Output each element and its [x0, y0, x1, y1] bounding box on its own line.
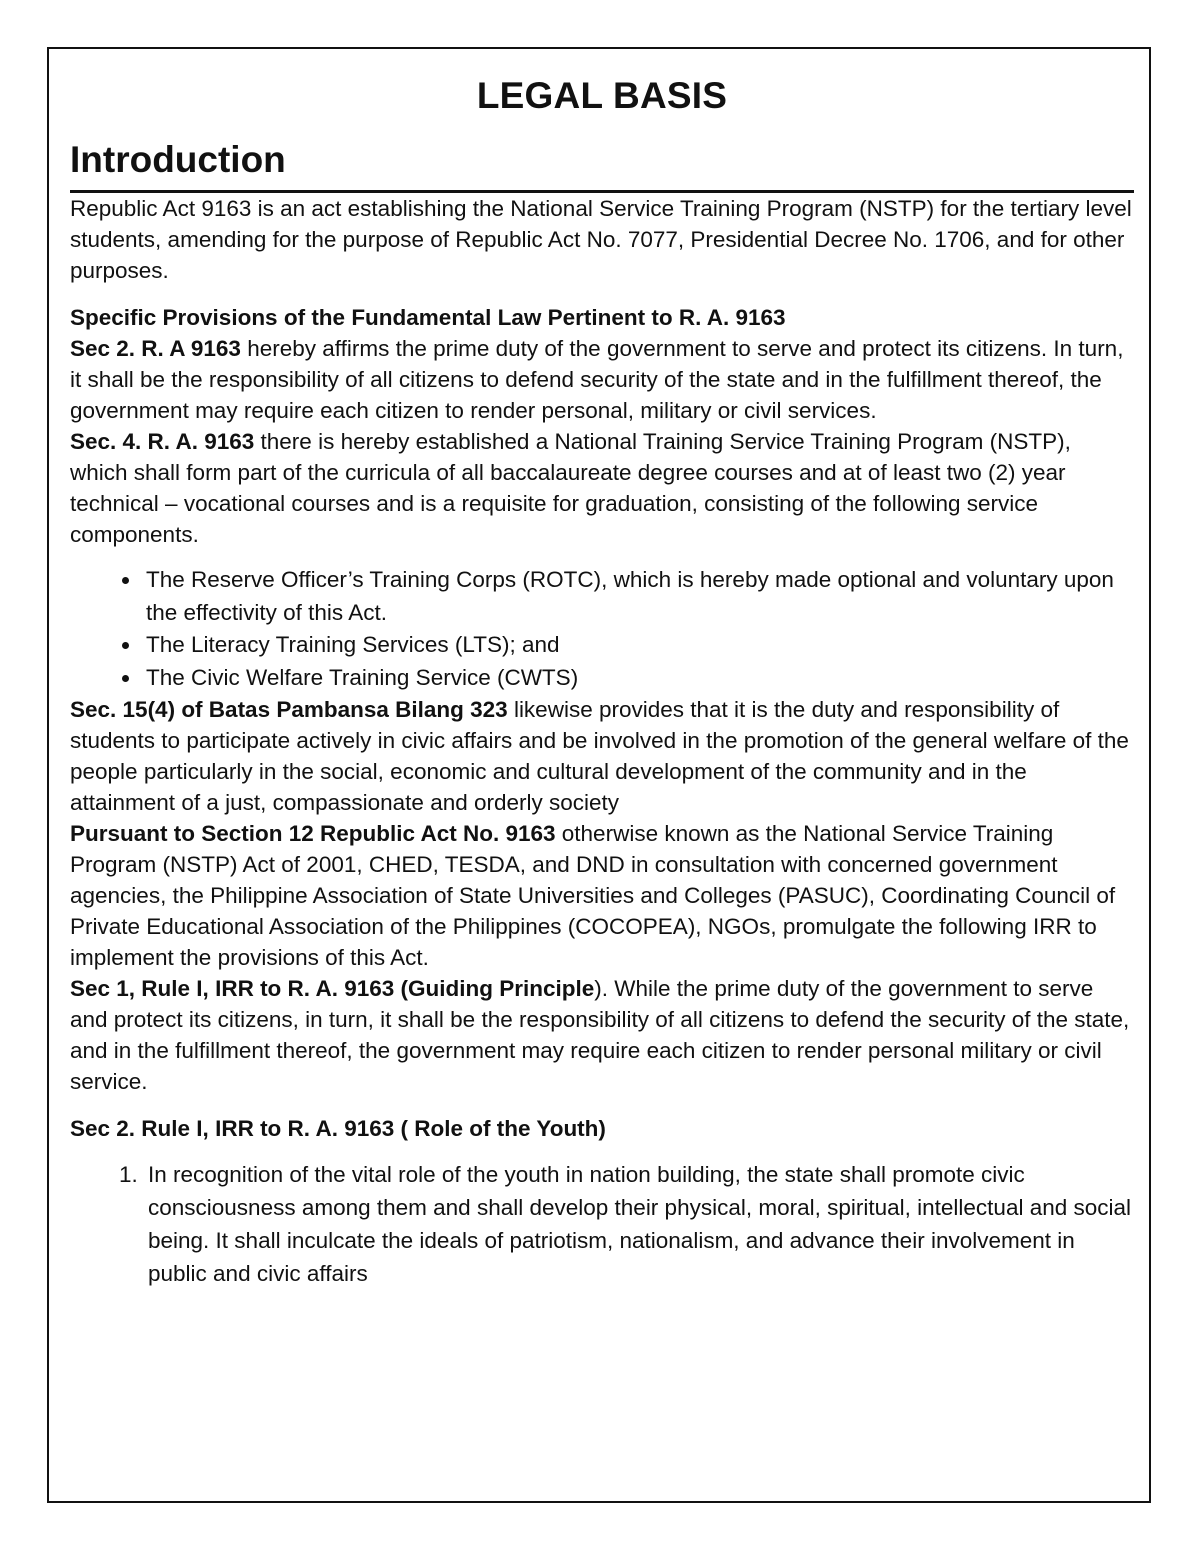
sec4-paragraph [70, 426, 1134, 550]
document-body [70, 72, 1134, 1290]
service-components-list [70, 564, 1134, 694]
document-title: LEGAL BASIS [476, 75, 728, 116]
specific-provisions-heading: Specific Provisions of the Fundamental Law Pertinent to R. A. 9163 [70, 305, 786, 330]
rule1-paragraph [70, 973, 1134, 1097]
rule1-text: ). While the prime duty of the government to serve and protect its citizens, in turn, it shall be the responsibility of all citizens to defend the security of the state, and in the fulfillment thereof, the government may require each citizen to render personal military or civil service. [70, 976, 1130, 1094]
introduction-heading: Introduction [70, 138, 1134, 193]
sec2-label: Sec 2. R. A 9163 [70, 336, 241, 361]
pursuant-text: otherwise known as the National Service Training Program (NSTP) Act of 2001, CHED, TESDA, and DND in consultation with concerned government agencies, the Philippine Association of State Universities and Colleges (PASUC), Coordinating Council of Private Educational Association of the Philippines (COCOPEA), NGOs, promulgate the following IRR to implement the provisions of this Act. [70, 821, 1116, 970]
youth-role-list [70, 1158, 1134, 1290]
sec4-label: Sec. 4. R. A. 9163 [70, 429, 255, 454]
introduction-paragraph: Republic Act 9163 is an act establishing the National Service Training Program (NSTP) for the tertiary level students, amending for the purpose of Republic Act No. 7077, Presidential Decree No. 1706, and for other purposes. [70, 196, 1132, 283]
sec2-paragraph [70, 333, 1134, 426]
pursuant-paragraph [70, 818, 1134, 973]
sec15-paragraph [70, 694, 1134, 818]
sec15-text: likewise provides that it is the duty and responsibility of students to participate actively in civic affairs and be involved in the promotion of the general welfare of the people particularly in the social, economic and cultural development of the community and in the attainment of a just, compassionate and orderly society [70, 697, 1129, 815]
pursuant-label: Pursuant to Section 12 Republic Act No. 9163 [70, 821, 556, 846]
sec15-label: Sec. 15(4) of Batas Pambansa Bilang 323 [70, 697, 508, 722]
sec4-text: there is hereby established a National Training Service Training Program (NSTP), which shall form part of the curricula of all baccalaureate degree courses and at of least two (2) year technical – vocational courses and is a requisite for graduation, consisting of the following service components. [70, 429, 1071, 547]
list-item-lts: • The Literacy Training Services (LTS); and [142, 629, 1134, 662]
list-item-rotc: • The Reserve Officer’s Training Corps (ROTC), which is hereby made optional and voluntary upon the effectivity of this Act. [142, 564, 1134, 629]
list-item-youth-role: 1. In recognition of the vital role of the youth in nation building, the state shall promote civic consciousness among them and shall develop their physical, moral, spiritual, intellectual and social being. It shall inculcate the ideals of patriotism, nationalism, and advance their involvement in public and civic affairs [144, 1158, 1134, 1290]
sec2-text: hereby affirms the prime duty of the government to serve and protect its citizens. In turn, it shall be the responsibility of all citizens to defend security of the state and in the fulfillment thereof, the government may require each citizen to render personal, military or civil services. [70, 336, 1124, 423]
rule2-heading: Sec 2. Rule I, IRR to R. A. 9163 ( Role of the Youth) [70, 1116, 606, 1141]
rule1-label: Sec 1, Rule I, IRR to R. A. 9163 (Guiding Principle [70, 976, 595, 1001]
list-item-cwts: • The Civic Welfare Training Service (CWTS) [142, 662, 1134, 695]
